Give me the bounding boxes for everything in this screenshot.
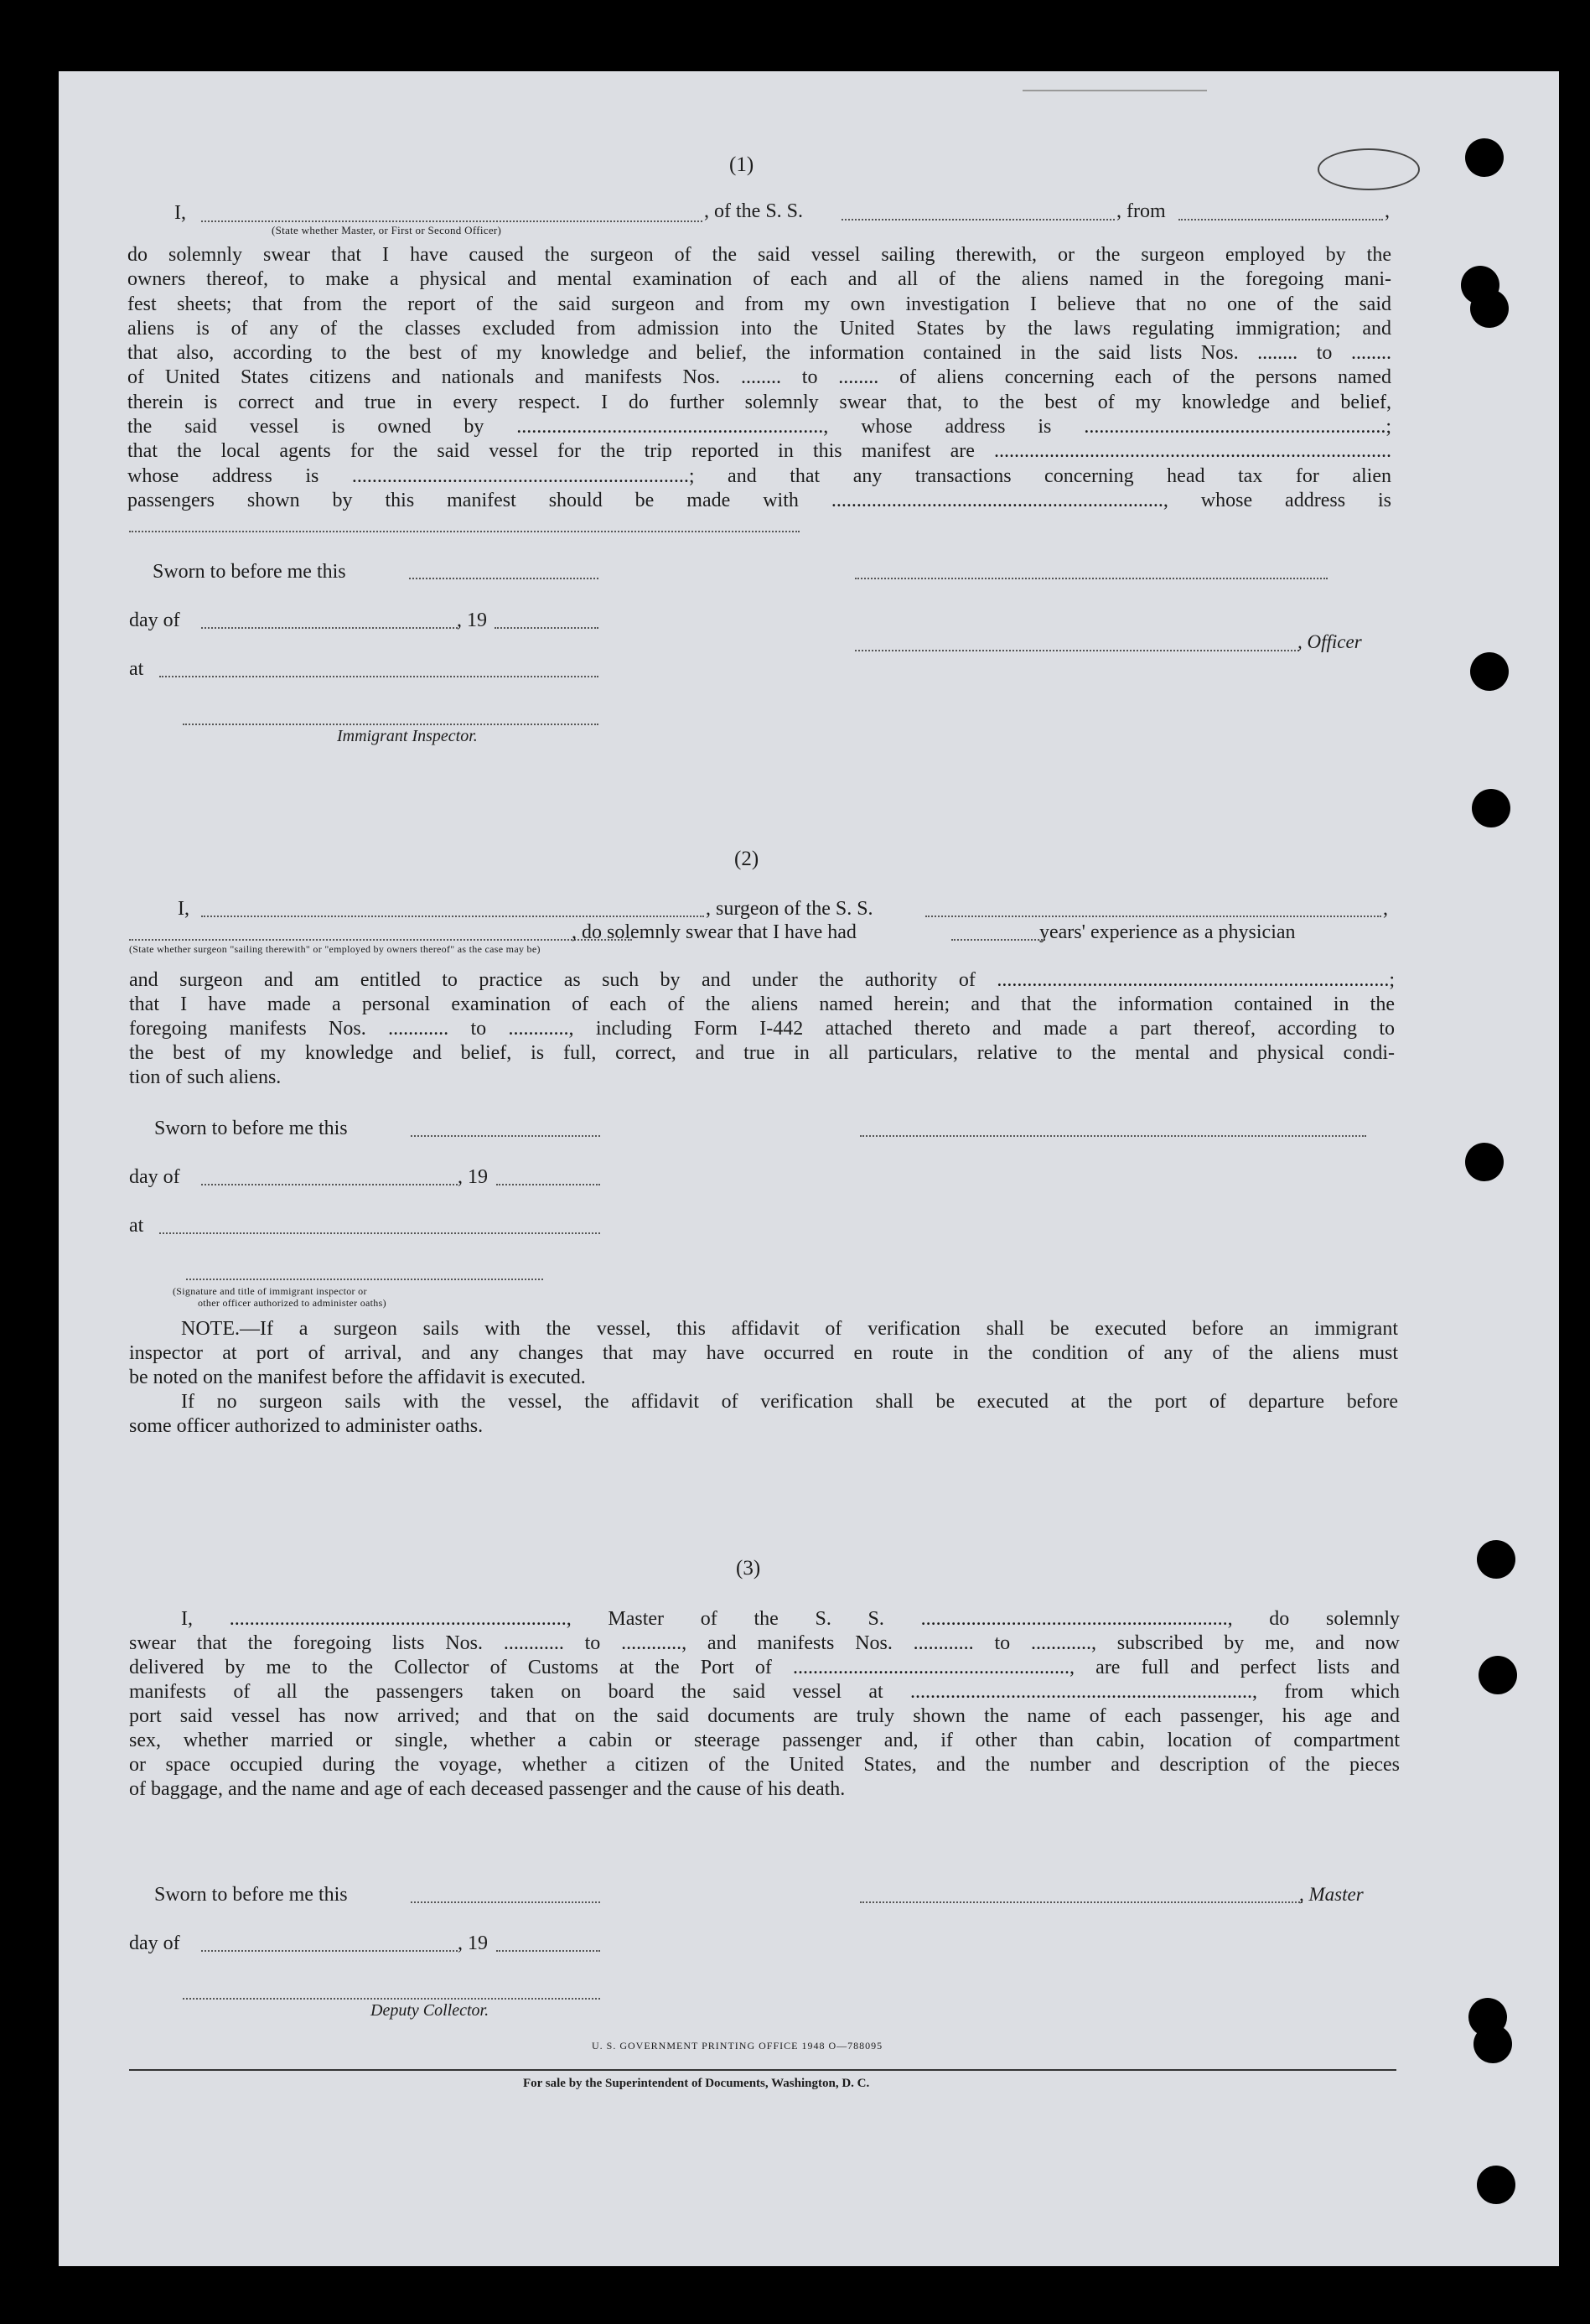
- punch-hole: [1470, 652, 1509, 691]
- s1-from-field[interactable]: [1178, 219, 1383, 220]
- s1-body-line: of United States citizens and nationals and manifests Nos. ........ to ........ of aliens concerning each of the persons named: [127, 366, 1391, 389]
- s2-at-label: at: [129, 1215, 144, 1237]
- s1-inspector-sign-field[interactable]: [183, 724, 598, 725]
- s1-body-line: that also, according to the best of my knowledge and belief, the information contained in the said lists Nos. ........ to ........: [127, 342, 1391, 365]
- s2-capacity-field[interactable]: [129, 939, 632, 941]
- s2-note-line: be noted on the manifest before the affidavit is executed.: [129, 1367, 586, 1388]
- s2-note-line: inspector at port of arrival, and any changes that may have occurred en route in the condition of any of the aliens must: [129, 1342, 1398, 1364]
- s2-at-field[interactable]: [159, 1232, 600, 1234]
- s1-name-field[interactable]: [201, 220, 702, 222]
- s1-body-line: whose address is ...................................................................; and that any transactions concerning head tax for alien: [127, 464, 1391, 487]
- s1-address-field[interactable]: [129, 531, 800, 532]
- s2-sig-caption: (Signature and title of immigrant inspector or: [173, 1285, 367, 1297]
- s1-officer-sign-field[interactable]: [855, 578, 1328, 579]
- punch-hole: [1473, 2025, 1512, 2063]
- s1-sworn-field[interactable]: [409, 578, 598, 579]
- s2-body-line: foregoing manifests Nos. ............ to ............, including Form I-442 attached thereto and made a part thereof, according to: [129, 1018, 1395, 1040]
- s1-line1-from: , from: [1116, 200, 1166, 222]
- s3-day-label: day of: [129, 1932, 180, 1954]
- s3-body-line: sex, whether married or single, whether a cabin or steerage passenger and, if other than cabin, location of compartment: [129, 1730, 1400, 1751]
- punch-hole: [1465, 138, 1504, 177]
- footer-rule: [129, 2069, 1396, 2071]
- s1-body-line: that the local agents for the said vessel for the trip reported in this manifest are ...............................................................................: [127, 440, 1391, 463]
- s1-day-label: day of: [129, 610, 180, 631]
- s3-master-sign-field[interactable]: [860, 1901, 1303, 1903]
- s1-officer-label: , Officer: [1297, 631, 1362, 652]
- s2-ship-field[interactable]: [925, 916, 1381, 917]
- s1-line1-ss: , of the S. S.: [704, 200, 804, 222]
- s1-inspector-label: Immigrant Inspector.: [337, 727, 478, 745]
- s2-body-line: and surgeon and am entitled to practice as such by and under the authority of ..............................................................................;: [129, 969, 1395, 991]
- s1-caption: (State whether Master, or First or Second Officer): [272, 224, 502, 236]
- s3-body-line: swear that the foregoing lists Nos. ............ to ............, and manifests Nos. ............ to ............, subscribed by me, and now: [129, 1632, 1400, 1654]
- s1-sworn-label: Sworn to before me this: [153, 561, 346, 583]
- s2-sig-caption: other officer authorized to administer oaths): [198, 1297, 386, 1309]
- s1-year-field[interactable]: [495, 627, 598, 629]
- s2-body-line: that I have made a personal examination of each of the aliens named herein; and that the information contained in the: [129, 993, 1395, 1015]
- punch-hole: [1472, 789, 1510, 827]
- section-2-number: (2): [734, 848, 759, 870]
- s3-affidavit: [129, 1607, 1400, 1802]
- s2-day-field[interactable]: [201, 1184, 458, 1185]
- s1-line1-comma: ,: [1385, 200, 1390, 222]
- s1-line1-i: I,: [174, 202, 186, 224]
- sale-notice: For sale by the Superintendent of Documents, Washington, D. C.: [523, 2077, 870, 2090]
- s3-body-line: I, ..................................................................., Master of the S. S. ............................................................., do solemnly: [181, 1608, 1400, 1630]
- s2-note-line: NOTE.—If a surgeon sails with the vessel, this affidavit of verification shall be executed before an immigrant: [181, 1318, 1398, 1340]
- s1-body-line: therein is correct and true in every respect. I do further solemnly swear that, to the best of my knowledge and belief,: [127, 391, 1391, 413]
- s3-day-field[interactable]: [201, 1950, 458, 1952]
- s1-affidavit: [127, 243, 1391, 513]
- s1-at-label: at: [129, 658, 144, 680]
- punch-hole: [1479, 1656, 1517, 1694]
- s3-body-line: delivered by me to the Collector of Customs at the Port of ......................................................., are full and perfect lists and: [129, 1657, 1400, 1678]
- s1-day-field[interactable]: [201, 627, 458, 629]
- s2-years-field[interactable]: [951, 939, 1045, 941]
- s1-at-field[interactable]: [159, 676, 598, 677]
- s2-affidavit: [129, 968, 1395, 1090]
- s1-body-line: owners thereof, to make a physical and mental examination of each and all of the aliens named in the foregoing mani-: [127, 268, 1391, 291]
- handwritten-mark: [1318, 148, 1420, 190]
- s2-line2-swear: , do solemnly swear that I have had: [572, 921, 857, 943]
- s2-line1-i: I,: [178, 898, 189, 920]
- s2-sworn-field[interactable]: [411, 1135, 600, 1137]
- s2-name-field[interactable]: [201, 916, 704, 917]
- s2-sworn-label: Sworn to before me this: [154, 1118, 348, 1139]
- s3-sworn-field[interactable]: [411, 1901, 600, 1903]
- s2-body-line: tion of such aliens.: [129, 1066, 282, 1088]
- s2-line1-ss: , surgeon of the S. S.: [706, 898, 873, 920]
- s1-body-line: fest sheets; that from the report of the said surgeon and from my own investigation I believe that no one of the said: [127, 293, 1391, 315]
- s3-body-line: or space occupied during the voyage, whether a citizen of the United States, and the number and description of the pieces: [129, 1754, 1400, 1776]
- s1-year-label: , 19: [457, 610, 487, 631]
- s3-body-line: manifests of all the passengers taken on board the said vessel at ...................................................................., from which: [129, 1681, 1400, 1703]
- gpo-imprint: U. S. GOVERNMENT PRINTING OFFICE 1948 O—788095: [592, 2040, 883, 2052]
- s2-note-line: If no surgeon sails with the vessel, the affidavit of verification shall be executed at the port of departure before: [181, 1391, 1398, 1413]
- s1-body-line: aliens is of any of the classes excluded from admission into the United States by the laws regulating immigration; and: [127, 317, 1391, 340]
- s2-caption: (State whether surgeon "sailing therewith" or "employed by owners thereof" as the case may be): [129, 943, 541, 955]
- s3-body-line: port said vessel has now arrived; and that on the said documents are truly shown the name of each passenger, his age and: [129, 1705, 1400, 1727]
- s1-body-line: the said vessel is owned by ............................................................., whose address is ............................................................;: [127, 416, 1391, 438]
- section-3-number: (3): [736, 1557, 761, 1580]
- s2-day-label: day of: [129, 1166, 180, 1188]
- s3-year-label: , 19: [458, 1932, 488, 1954]
- s1-body-line: passengers shown by this manifest should be made with .................................................................., whose address is: [127, 489, 1391, 511]
- s2-year-label: , 19: [458, 1166, 488, 1188]
- s3-collector-label: Deputy Collector.: [370, 2001, 489, 2020]
- form-page: [59, 71, 1559, 2266]
- punch-hole: [1470, 289, 1509, 328]
- s2-line2-years: years' experience as a physician: [1039, 921, 1296, 943]
- s2-surgeon-sign-field[interactable]: [860, 1135, 1366, 1137]
- s2-line1-comma: ,: [1383, 898, 1388, 920]
- s1-officer-title-field[interactable]: [855, 650, 1299, 651]
- s3-year-field[interactable]: [496, 1950, 600, 1952]
- s3-sworn-label: Sworn to before me this: [154, 1884, 348, 1906]
- s1-body-line: do solemnly swear that I have caused the surgeon of the said vessel sailing therewith, or the surgeon employed by the: [127, 244, 1391, 266]
- s1-ship-field[interactable]: [842, 219, 1115, 220]
- punch-hole: [1465, 1143, 1504, 1181]
- punch-hole: [1477, 1540, 1515, 1579]
- punch-hole: [1477, 2166, 1515, 2204]
- s3-master-label: , Master: [1299, 1884, 1364, 1905]
- section-1-number: (1): [729, 153, 754, 176]
- top-mark: [1023, 90, 1207, 91]
- s3-collector-sign-field[interactable]: [183, 1998, 600, 2000]
- s2-note: [129, 1317, 1398, 1439]
- s2-year-field[interactable]: [496, 1184, 600, 1185]
- s2-body-line: the best of my knowledge and belief, is full, correct, and true in all particulars, relative to the mental and physical condi-: [129, 1042, 1395, 1064]
- s3-body-line: of baggage, and the name and age of each deceased passenger and the cause of his death.: [129, 1778, 846, 1800]
- s2-inspector-sign-field[interactable]: [186, 1279, 543, 1280]
- s2-note-line: some officer authorized to administer oaths.: [129, 1415, 484, 1437]
